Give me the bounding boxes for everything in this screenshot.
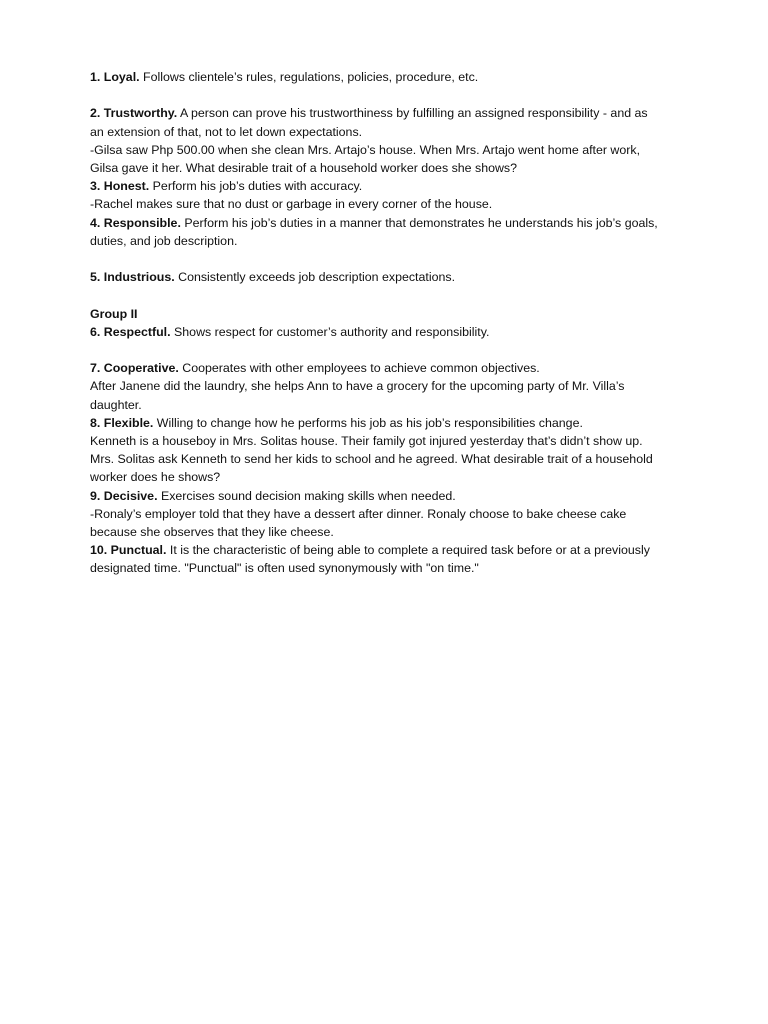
trait-term: 10. Punctual. <box>90 543 167 558</box>
line-text: -Gilsa saw Php 500.00 when she clean Mrs. Artajo’s house. When Mrs. Artajo went home after work, <box>90 142 641 157</box>
line-text: Shows respect for customer’s authority and responsibility. <box>170 324 490 339</box>
line-text: Follows clientele’s rules, regulations, policies, procedure, etc. <box>139 70 479 84</box>
paragraph-gap <box>90 286 730 304</box>
line-text: worker does he shows? <box>90 470 221 485</box>
text-line <box>90 305 730 323</box>
line-text: duties, and job description. <box>90 233 238 248</box>
trait-term: Group II <box>90 306 138 321</box>
text-line <box>90 195 730 213</box>
text-line <box>90 541 730 559</box>
text-line <box>90 359 730 377</box>
text-line <box>90 414 730 432</box>
text-line <box>90 377 730 395</box>
line-text: A person can prove his trustworthiness by fulfilling an assigned responsibility - and as <box>177 106 648 121</box>
trait-term: 5. Industrious. <box>90 270 175 285</box>
line-text: After Janene did the laundry, she helps Ann to have a grocery for the upcoming party of Mr. Villa’s <box>90 379 625 394</box>
paragraph-gap <box>90 250 730 268</box>
text-line <box>90 159 730 177</box>
trait-term: 4. Responsible. <box>90 215 181 230</box>
line-text: Gilsa gave it her. What desirable trait of a household worker does she shows? <box>90 161 518 175</box>
trait-term: 9. Decisive. <box>90 488 158 503</box>
line-text: Perform his job’s duties in a manner that demonstrates he understands his job’s goals, <box>180 215 658 230</box>
line-text: Perform his job’s duties with accuracy. <box>149 179 363 194</box>
text-line <box>90 141 730 159</box>
text-line <box>90 214 730 232</box>
text-line <box>90 268 730 286</box>
text-line <box>90 559 730 577</box>
text-line <box>90 68 730 86</box>
text-line <box>90 104 730 122</box>
line-text: because she observes that they like cheese. <box>90 525 334 540</box>
line-text: an extension of that, not to let down expectations. <box>90 124 363 139</box>
line-text: Mrs. Solitas ask Kenneth to send her kids to school and he agreed. What desirable trait of a household <box>90 452 653 467</box>
document-page <box>90 68 730 578</box>
trait-term: 6. Respectful. <box>90 324 171 339</box>
line-text: Consistently exceeds job description expectations. <box>174 270 456 285</box>
line-text: Exercises sound decision making skills when needed. <box>157 488 456 503</box>
trait-term: 1. Loyal. <box>90 70 140 84</box>
text-line <box>90 523 730 541</box>
paragraph-gap <box>90 341 730 359</box>
text-line <box>90 232 730 250</box>
text-line <box>90 450 730 468</box>
paragraph-gap <box>90 86 730 104</box>
trait-term: 3. Honest. <box>90 179 150 194</box>
line-text: -Ronaly’s employer told that they have a dessert after dinner. Ronaly choose to bake cheese cake <box>90 506 627 521</box>
text-line <box>90 505 730 523</box>
line-text: Cooperates with other employees to achieve common objectives. <box>178 361 540 376</box>
text-line <box>90 323 730 341</box>
text-line <box>90 123 730 141</box>
text-line <box>90 468 730 486</box>
text-line <box>90 396 730 414</box>
text-line <box>90 432 730 450</box>
line-text: daughter. <box>90 397 142 412</box>
line-text: designated time. "Punctual" is often used synonymously with "on time." <box>90 561 479 576</box>
trait-term: 8. Flexible. <box>90 415 154 430</box>
line-text: Kenneth is a houseboy in Mrs. Solitas house. Their family got injured yesterday that’s didn’t show up. <box>90 434 643 448</box>
line-text: -Rachel makes sure that no dust or garbage in every corner of the house. <box>90 197 493 212</box>
trait-term: 7. Cooperative. <box>90 361 179 376</box>
text-line <box>90 487 730 505</box>
line-text: It is the characteristic of being able to complete a required task before or at a previously <box>166 543 650 558</box>
text-line <box>90 177 730 195</box>
trait-term: 2. Trustworthy. <box>90 106 178 121</box>
line-text: Willing to change how he performs his job as his job’s responsibilities change. <box>153 415 583 430</box>
